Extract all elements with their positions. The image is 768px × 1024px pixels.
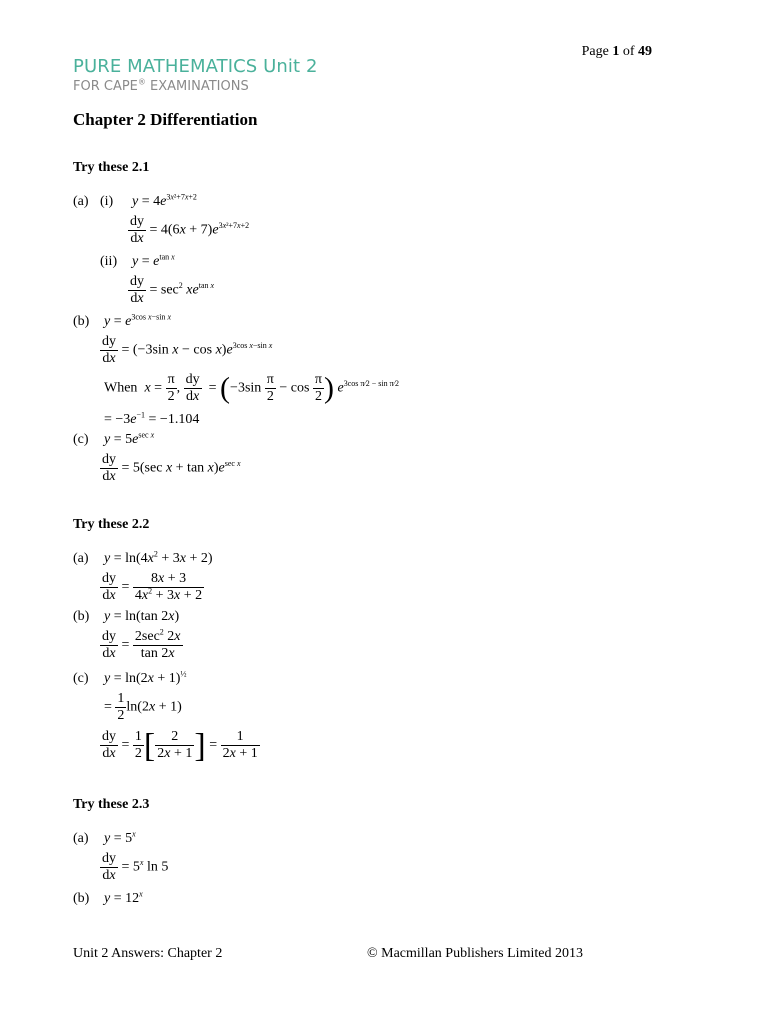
equation: $y = \ln(2x + 1)^{\frac{1}{2}}$	[104, 669, 187, 686]
label-a: (a)	[73, 551, 89, 566]
equation: = $-3e^{-1} = -1.104$	[104, 410, 200, 427]
equation: $\frac{dy}{dx}$ = $\frac{8x + 3}{4x^2 + 3x + 2}$	[102, 571, 203, 603]
label-c: (c)	[73, 432, 89, 447]
footer-copyright: © Macmillan Publishers Limited 2013	[367, 946, 583, 961]
label-ii: (ii)	[100, 254, 118, 269]
footer-left: Unit 2 Answers: Chapter 2	[73, 946, 223, 961]
equation: $y = 12^x$	[104, 889, 143, 906]
chapter-title: Chapter 2 Differentiation	[73, 110, 258, 129]
equation: When x = $\frac{\pi}{2}$ , $\frac{dy}{dx}$ = (−3sin $\frac{\pi}{2}$ − cos $\frac{\pi}{2}$ ) $e^{3cos \pi⁄2 - sin \pi⁄2}$	[104, 371, 399, 405]
equation: y = ln(tan 2x)	[104, 609, 180, 624]
equation: $y = e^{3cos x-sin x}$	[104, 312, 171, 329]
section-heading: Try these 2.1	[73, 160, 150, 175]
equation: $y = 5^x$	[104, 829, 136, 846]
page-number: Page 1 of 49	[581, 44, 652, 59]
section-heading: Try these 2.2	[73, 517, 150, 532]
equation: $\frac{dy}{dx}$ = $\sec^2 xe^{tan x}$	[130, 274, 215, 306]
label-c: (c)	[73, 671, 89, 686]
equation: $\frac{dy}{dx}$ = $4(6x + 7)e^{3x^2+7x+2}$	[130, 214, 250, 246]
equation: $y = 4e^{3x^2+7x+2}$	[132, 192, 197, 209]
label-a: (a)	[73, 831, 89, 846]
equation: $\frac{dy}{dx}$ = (−3sin $x - \cos x)e^{3cos x-sin x}$	[102, 334, 273, 366]
label-a: (a)	[73, 194, 89, 209]
equation: $y = \ln(4x^2 + 3x + 2)$	[104, 549, 213, 566]
equation: $y = e^{tan x}$	[132, 252, 175, 269]
label-i: (i)	[100, 194, 114, 209]
book-subtitle: FOR CAPE® EXAMINATIONS	[73, 77, 249, 94]
book-title: PURE MATHEMATICS Unit 2	[73, 56, 318, 77]
equation: $\frac{dy}{dx}$ = $5^x$ ln 5	[102, 851, 169, 883]
label-b: (b)	[73, 314, 90, 329]
equation: $\frac{dy}{dx}$ = 5(sec $x + \tan x)e^{sec x}$	[102, 452, 241, 484]
equation: $y = 5e^{sec x}$	[104, 430, 155, 447]
section-heading: Try these 2.3	[73, 797, 150, 812]
equation: = $\frac{1}{2}$ ln(2x + 1)	[104, 691, 182, 723]
label-b: (b)	[73, 891, 90, 906]
equation: $\frac{dy}{dx}$ = $\frac{2\sec^2 2x}{\tan 2x}$	[102, 627, 181, 661]
equation: $\frac{dy}{dx}$ = $\frac{1}{2}$ [ $\frac{2}{2x + 1}$ ] = $\frac{1}{2x + 1}$	[102, 727, 258, 765]
label-b: (b)	[73, 609, 90, 624]
